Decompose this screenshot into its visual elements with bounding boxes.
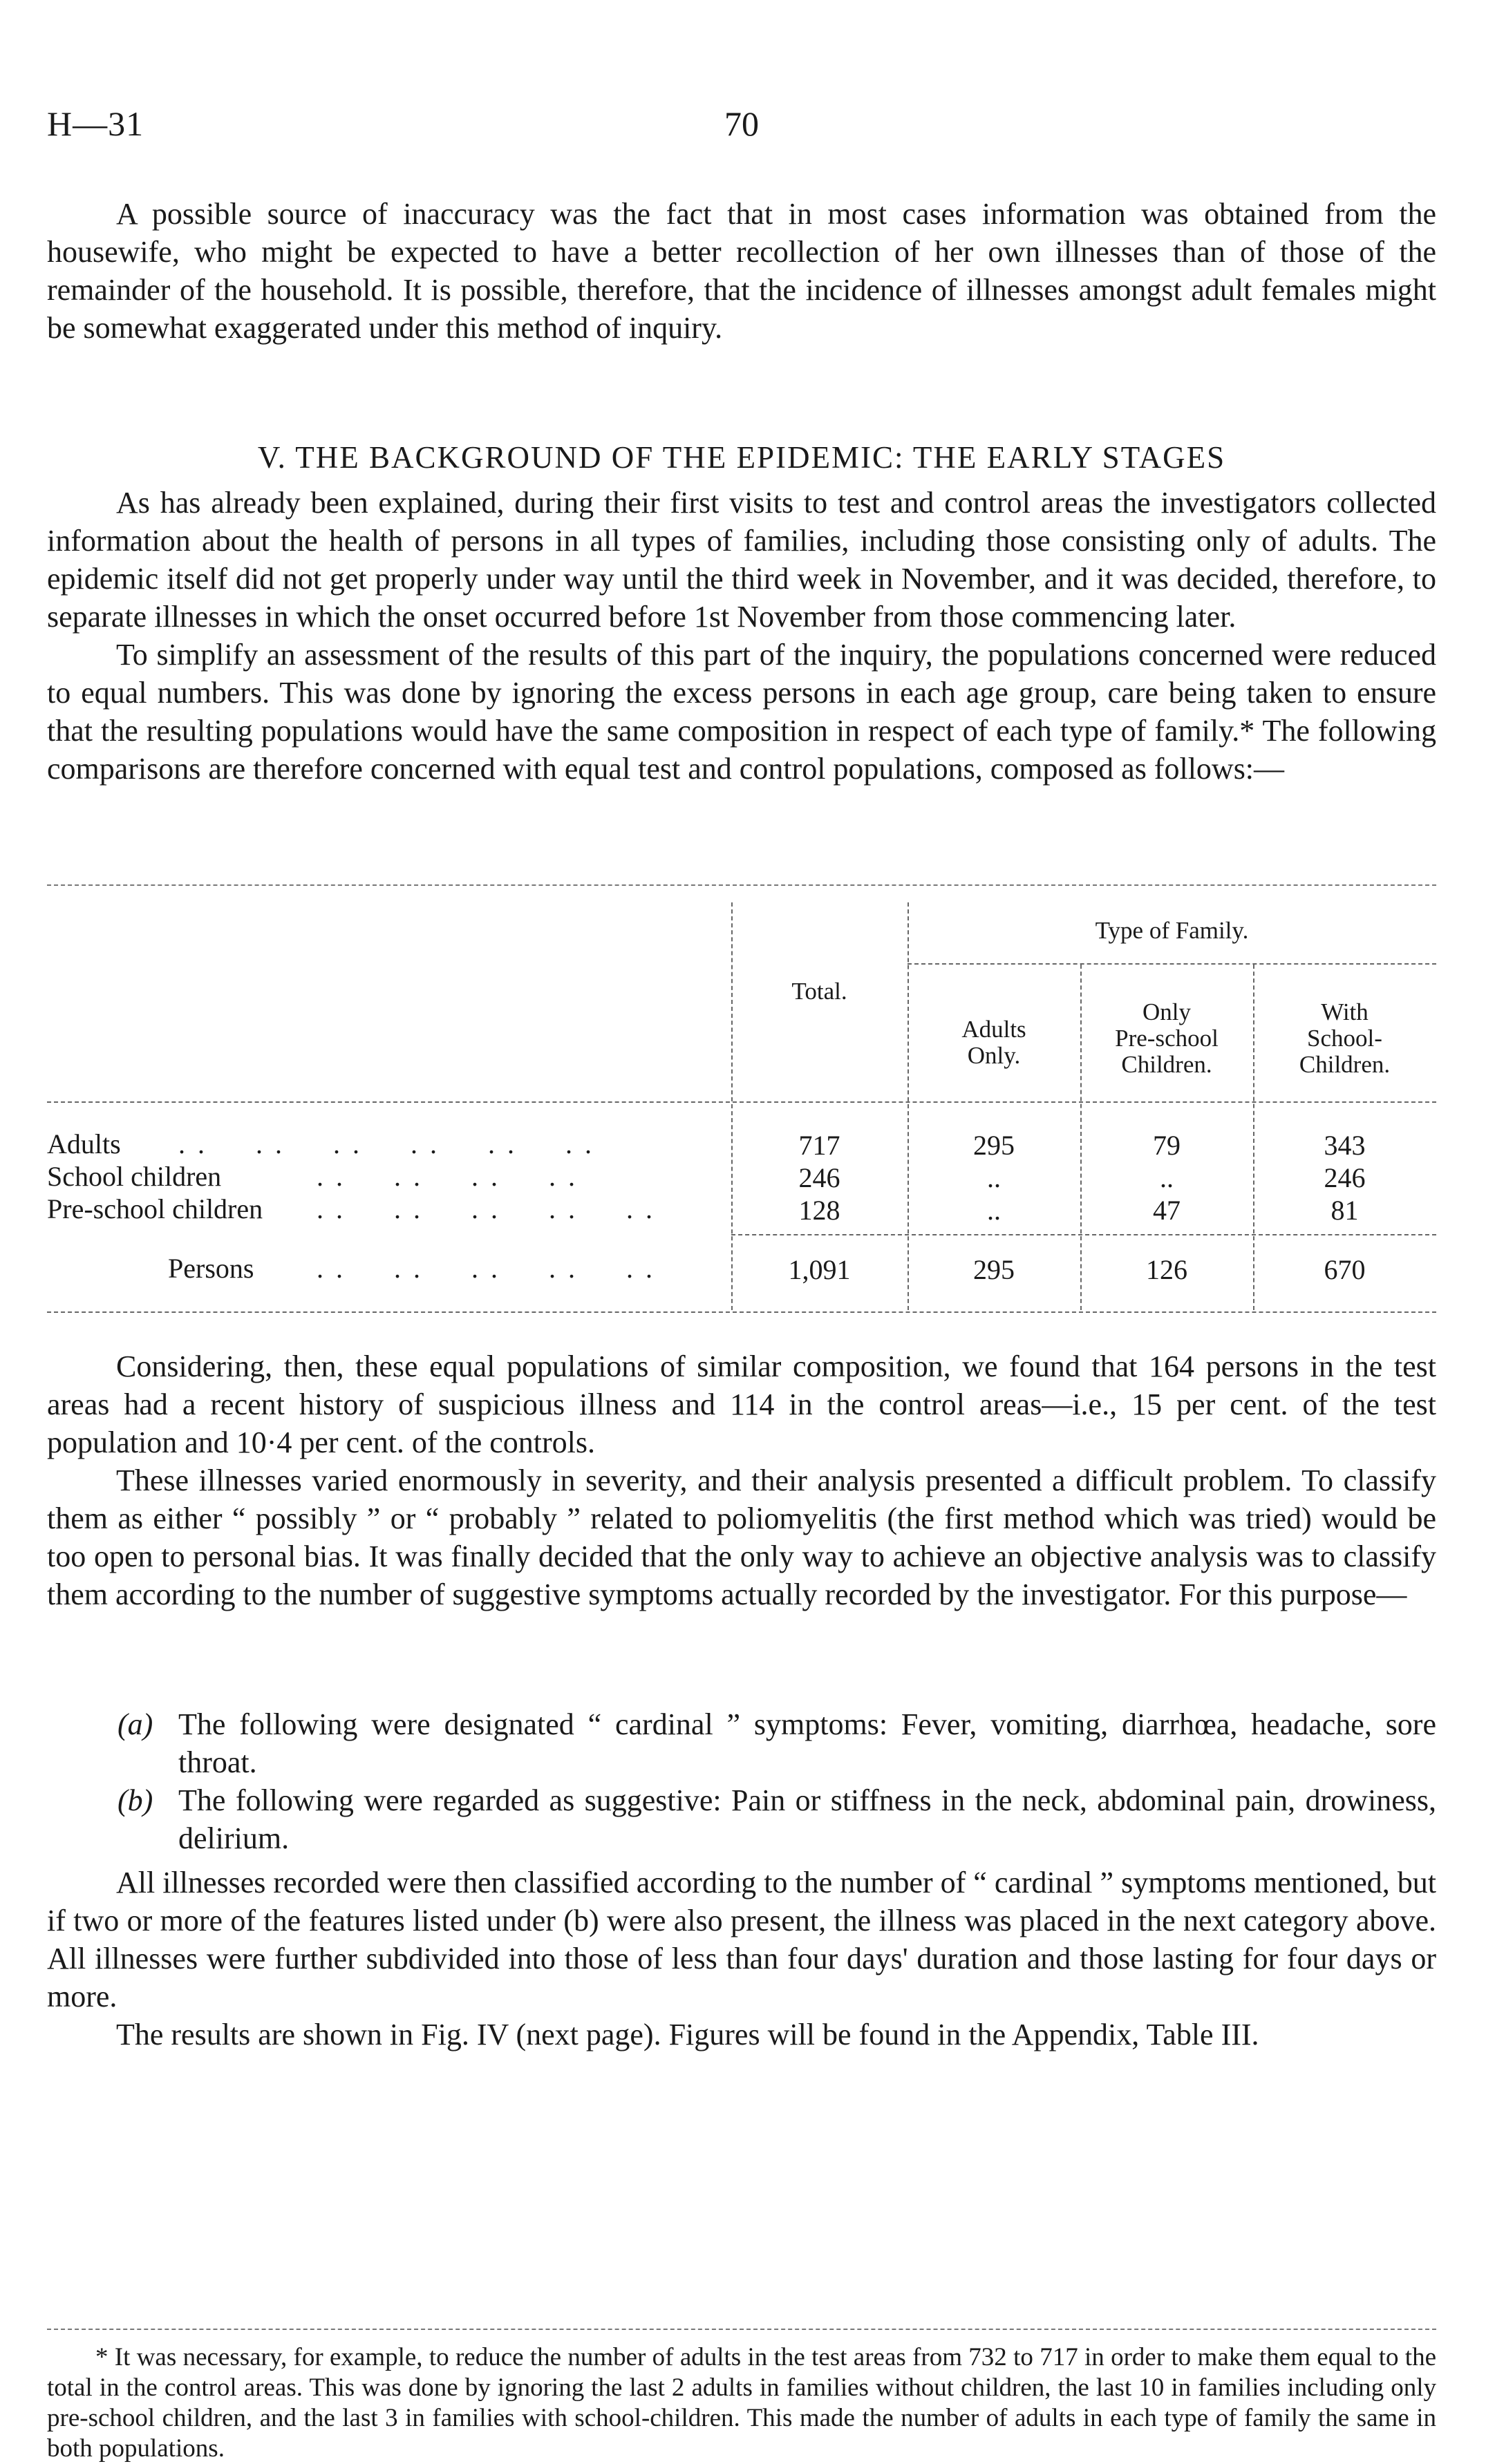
list-item-label: (b) <box>117 1783 153 1817</box>
header-line: Children. <box>1121 1051 1212 1078</box>
table-row-label <box>47 1194 711 1224</box>
leader-dots: .. .. .. .. <box>317 1161 587 1192</box>
population-table <box>47 882 1436 1324</box>
row-label-text: Pre-school children <box>47 1193 263 1224</box>
table-cell: 246 <box>1324 1162 1366 1193</box>
paragraph-text: The results are shown in Fig. IV (next page). Figures will be found in the Appendix, Table III. <box>116 2018 1259 2051</box>
paragraph-classification <box>47 1864 1436 2054</box>
paragraph-background <box>47 484 1436 788</box>
paragraph-text: These illnesses varied enormously in severity, and their analysis presented a difficult problem. To classify them as either “ possibly ” or “ probably ” related to poliomyelitis (the first method which was tried) would be too open to personal bias. It was finally decided that the only way to achieve an objective analysis was to classify them according to the number of suggestive symptoms actually recorded by the investigator. For this purpose— <box>47 1463 1436 1611</box>
paragraph-text: To simplify an assessment of the results of this part of the inquiry, the populations concerned were reduced to equal numbers. This was done by ignoring the excess persons in each age group, care being taken to ensure that the resulting populations would have the same composition in respect of each type of family.* The following comparisons are therefore concerned with equal test and control populations, composed as follows:— <box>47 638 1436 786</box>
table-cell: 717 <box>798 1130 840 1161</box>
list-item-text: The following were regarded as suggestive: Pain or stiffness in the neck, abdominal pain, drowiness, delirium. <box>178 1783 1436 1855</box>
paragraph-text: As has already been explained, during their first visits to test and control areas the investigators collected information about the health of persons in all types of families, including those consisting only of adults. The epidemic itself did not get properly under way until the third week in November, and it was decided, therefore, to separate illnesses in which the onset occurred before 1st November from those commencing later. <box>47 486 1436 634</box>
header-line: Only <box>1143 998 1191 1025</box>
table-total-cell: 295 <box>973 1254 1015 1285</box>
table-row-label <box>47 1129 711 1159</box>
table-sum-rule <box>731 1234 1436 1235</box>
header-line: School- <box>1307 1025 1382 1052</box>
row-label-text: School children <box>47 1161 222 1192</box>
table-cell: 246 <box>798 1162 840 1193</box>
leader-dots: .. .. .. .. .. <box>317 1193 665 1224</box>
school-header <box>1253 999 1436 1078</box>
page-number: 70 <box>724 104 759 143</box>
list-item-a <box>47 1705 1436 1781</box>
header-line: Pre-school <box>1115 1025 1219 1052</box>
leader-dots: .. .. .. .. .. <box>317 1253 665 1284</box>
row-label-text: Adults <box>47 1128 121 1159</box>
paragraph-text: A possible source of inaccuracy was the fact that in most cases information was obtained from the housewife, who might be expected to have a better recollection of her own illnesses than of those of the remainder of the household. It is possible, therefore, that the incidence of illnesses amongst adult females might be somewhat exaggerated under this method of inquiry. <box>47 197 1436 345</box>
paragraph-inaccuracy <box>47 195 1436 347</box>
table-bottom-rule <box>47 1311 1436 1313</box>
table-row-label <box>47 1162 711 1192</box>
table-group-rule <box>908 963 1436 965</box>
list-item-b <box>47 1781 1436 1857</box>
table-total-cell: 1,091 <box>788 1254 851 1285</box>
leader-dots: .. .. .. .. .. .. <box>178 1128 604 1159</box>
table-cell: .. <box>987 1162 1001 1193</box>
adults-only-header <box>908 1016 1080 1069</box>
paragraph-text: Considering, then, these equal populations of similar composition, we found that 164 persons in the test areas had a recent history of suspicious illness and 114 in the control areas—i.e., 15 per cent. of the test population and 10·4 per cent. of the controls. <box>47 1349 1436 1459</box>
header-line: With <box>1321 998 1369 1025</box>
section-title: V. THE BACKGROUND OF THE EPIDEMIC: THE EARLY STAGES <box>257 440 1226 475</box>
table-cell: 79 <box>1153 1130 1181 1161</box>
paragraph-results <box>47 1347 1436 1613</box>
table-total-cell: 670 <box>1324 1254 1366 1285</box>
table-divider <box>731 902 733 1310</box>
preschool-header <box>1080 999 1253 1078</box>
table-cell: 128 <box>798 1195 840 1226</box>
table-cell: .. <box>1160 1162 1174 1193</box>
document-code: H—31 <box>47 104 144 143</box>
table-cell: 343 <box>1324 1130 1366 1161</box>
row-label-text: Persons <box>168 1253 254 1284</box>
table-header-rule <box>47 1101 1436 1103</box>
total-header: Total. <box>791 978 847 1005</box>
header-line: Adults <box>961 1016 1026 1043</box>
type-of-family-header: Type of Family. <box>1095 917 1249 944</box>
table-cell: 295 <box>973 1130 1015 1161</box>
header-line: Children. <box>1299 1051 1391 1078</box>
table-cell: 47 <box>1153 1195 1181 1226</box>
table-cell: .. <box>987 1195 1001 1226</box>
footnote-rule <box>47 2329 1436 2330</box>
paragraph-text: All illnesses recorded were then classified according to the number of “ cardinal ” symptoms mentioned, but if two or more of the features listed under (b) were also present, the illness was placed in the next category above. All illnesses were further subdivided into those of less than four days' duration and those lasting for four days or more. <box>47 1866 1436 2013</box>
table-cell: 81 <box>1331 1195 1359 1226</box>
footnote <box>47 2342 1436 2464</box>
header-line: Only. <box>967 1042 1021 1069</box>
table-total-cell: 126 <box>1146 1254 1187 1285</box>
list-item-text: The following were designated “ cardinal ” symptoms: Fever, vomiting, diarrhœa, headache, sore throat. <box>178 1707 1436 1779</box>
footnote-text: * It was necessary, for example, to reduce the number of adults in the test areas from 732 to 717 in order to make them equal to the total in the control areas. This was done by ignoring the last 2 adults in families without children, the last 10 in families including only pre-school children, and the last 3 in families with school-children. This made the number of adults in each type of family the same in both populations. <box>47 2343 1436 2463</box>
page-header <box>47 104 1436 152</box>
table-total-label <box>47 1253 711 1284</box>
list-item-label: (a) <box>117 1707 153 1741</box>
